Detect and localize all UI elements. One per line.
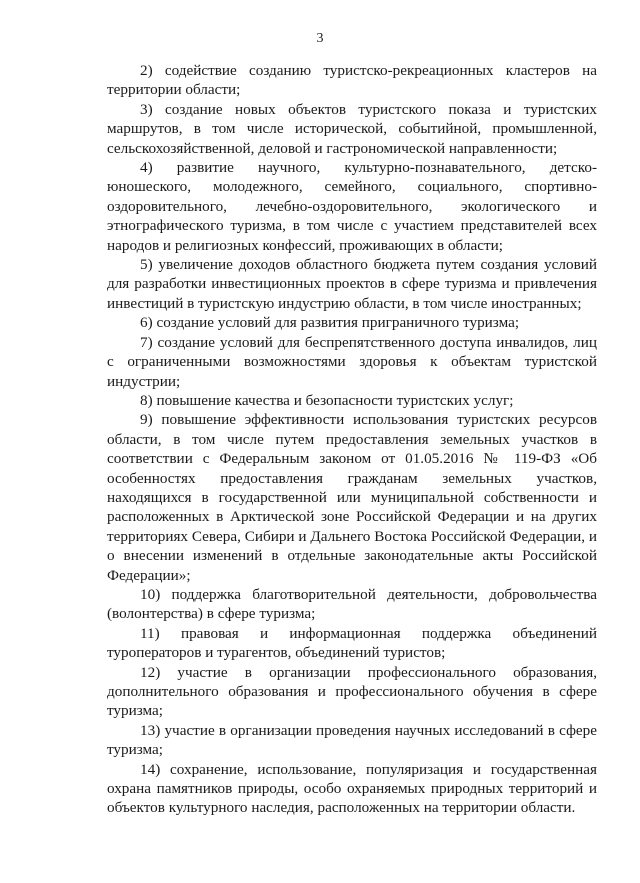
list-item: 11) правовая и информационная поддержка объединений туроператоров и турагентов, объединений туристов; — [107, 624, 597, 662]
list-item: 12) участие в организации профессионального образования, дополнительного образования и профессионального обучения в сфере туризма; — [107, 663, 597, 720]
list-item: 5) увеличение доходов областного бюджета путем создания условий для разработки инвестиционных проектов в сфере туризма и привлечения инвестиций в туристскую индустрию области, в том числе иностранных; — [107, 256, 597, 312]
list-item: 9) повышение эффективности использования туристских ресурсов области, в том числе путем предоставления земельных участков в соответствии с Федеральным законом от 01.05.2016 № 119-ФЗ «Об особенностях предоставления гражданам земельных участков, находящихся в государственной или муниципальной собственности и расположенных в Арктической зоне Российской Федерации и на других территориях Севера, Сибири и Дальнего Востока Российской Федерации, и о внесении изменений в отдельные законодательные акты Российской Федерации»; — [107, 411, 597, 584]
list-item: 3) создание новых объектов туристского показа и туристских маршрутов, в том числе исторической, событийной, промышленной, сельскохозяйственной, деловой и гастрономической направленности; — [107, 100, 597, 157]
list-item: 7) создание условий для беспрепятственного доступа инвалидов, лиц с ограниченными возможностями здоровья к объектам туристской индустрии; — [107, 333, 597, 390]
page-number: 3 — [316, 31, 324, 46]
list-item: 4) развитие научного, культурно-познавательного, детско-юношеского, молодежного, семейного, социального, спортивно-оздоровительного, лечебно-оздоровительного, экологического и этнографического туризма, в том числе с участием представителей всех народов и религиозных конфессий, проживающих в области; — [107, 159, 597, 254]
list-item: 10) поддержка благотворительной деятельности, добровольчества (волонтерства) в сфере туризма; — [107, 585, 597, 623]
document-body — [107, 61, 597, 818]
list-item: 14) сохранение, использование, популяризация и государственная охрана памятников природы, особо охраняемых природных территорий и объектов культурного наследия, расположенных на территории области. — [107, 760, 597, 817]
list-item: 13) участие в организации проведения научных исследований в сфере туризма; — [107, 721, 597, 759]
list-item: 2) содействие созданию туристско-рекреационных кластеров на территории области; — [107, 62, 597, 99]
list-item: 8) повышение качества и безопасности туристских услуг; — [140, 391, 514, 409]
list-item: 6) создание условий для развития приграничного туризма; — [140, 314, 520, 332]
